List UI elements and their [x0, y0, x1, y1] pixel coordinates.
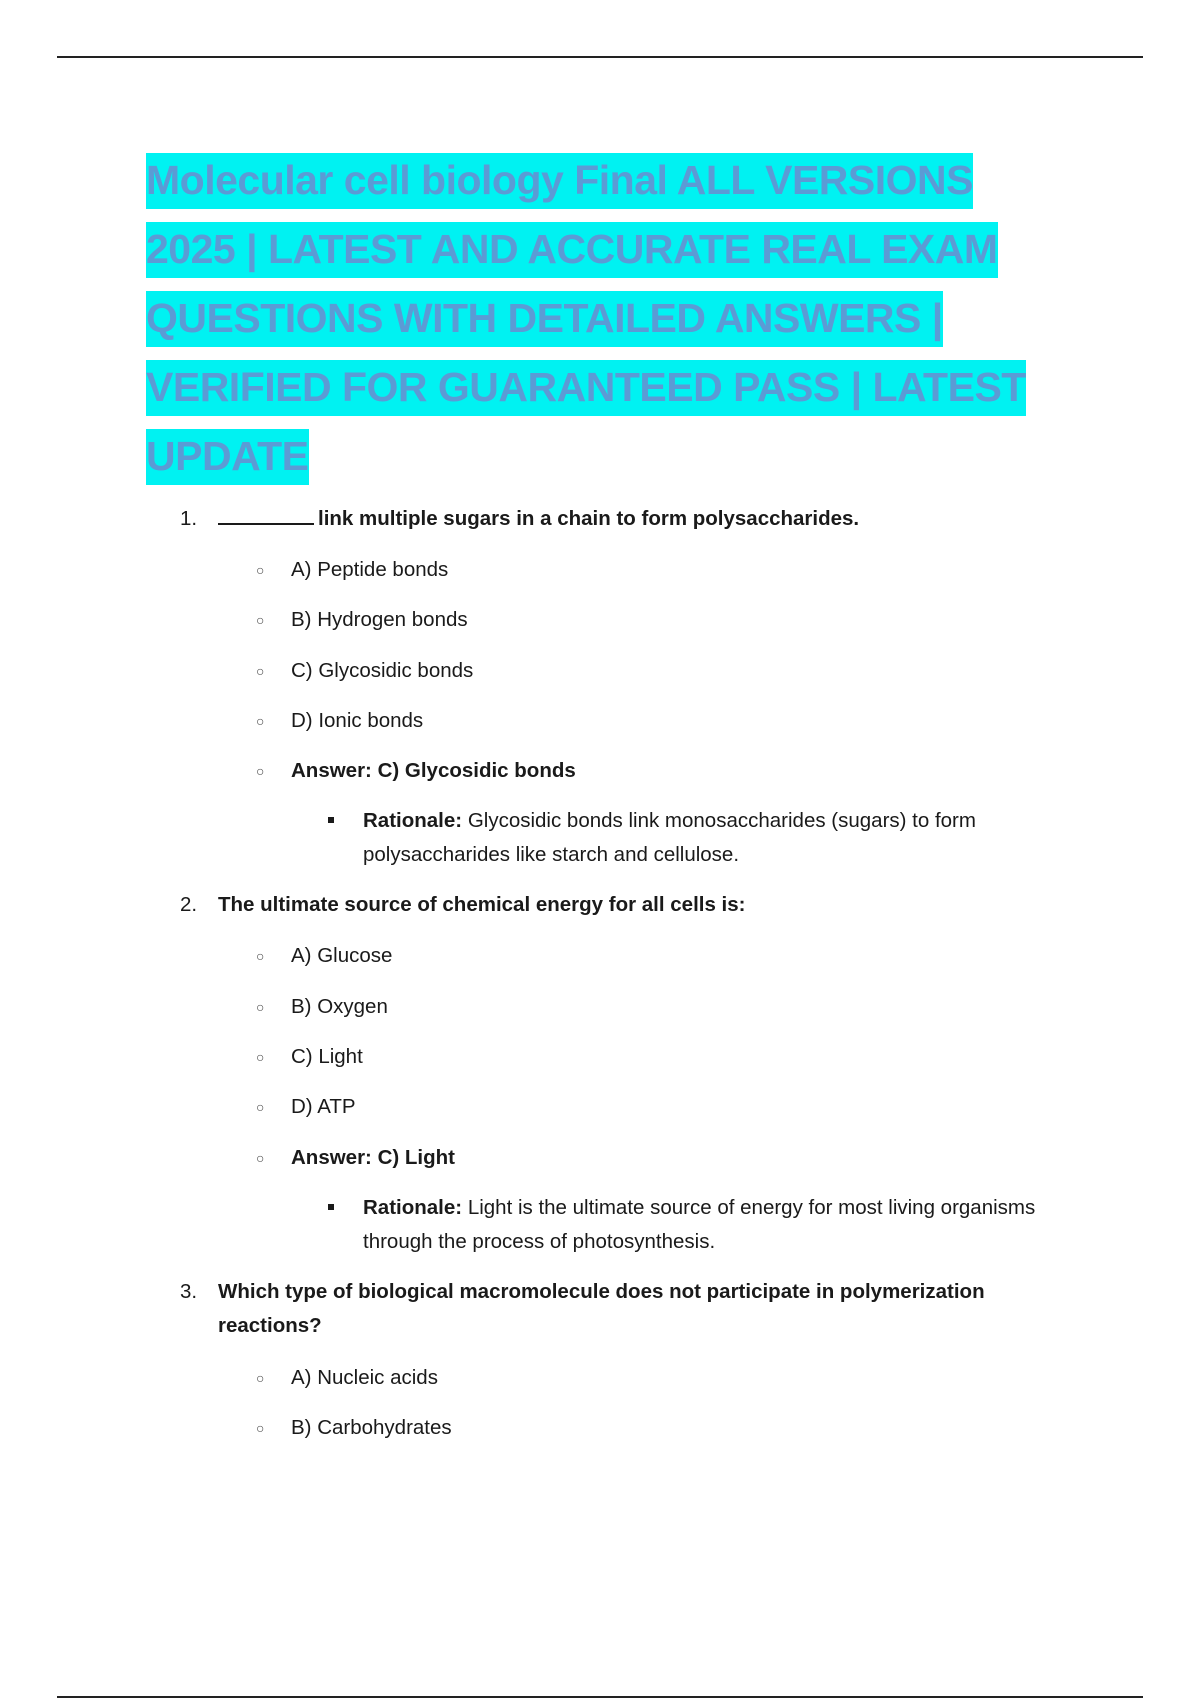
option-item	[256, 1040, 363, 1074]
option-item	[256, 704, 423, 738]
option-text: D) Ionic bonds	[291, 709, 424, 732]
rationale-label: Rationale:	[363, 809, 463, 832]
circle-bullet-icon: ○	[256, 1370, 265, 1386]
option-text: C) Glycosidic bonds	[291, 659, 474, 682]
question-stem: The ultimate source of chemical energy for all cells is:	[218, 893, 746, 916]
option-item	[256, 1411, 452, 1445]
option-item	[256, 1090, 356, 1124]
title-line: UPDATE	[146, 429, 309, 485]
square-bullet-icon	[328, 1204, 334, 1210]
rationale-text: Light is the ultimate source of energy for most living organisms through the process of photosynthesis.	[363, 1196, 1036, 1253]
option-text: B) Oxygen	[291, 995, 388, 1018]
option-item	[256, 654, 473, 688]
question-3	[180, 1275, 1080, 1343]
circle-bullet-icon: ○	[256, 763, 265, 779]
question-1	[180, 502, 1080, 536]
circle-bullet-icon: ○	[256, 562, 265, 578]
question-stem: Which type of biological macromolecule does not participate in polymerization reactions?	[218, 1280, 985, 1337]
rationale-body	[363, 804, 1108, 872]
question-stem-text: link multiple sugars in a chain to form polysaccharides.	[318, 507, 860, 530]
option-text: B) Carbohydrates	[291, 1416, 452, 1439]
question-2	[180, 888, 1080, 922]
answer-item	[256, 754, 576, 788]
question-number: 3.	[180, 1280, 198, 1303]
option-text: A) Peptide bonds	[291, 558, 449, 581]
rationale	[328, 804, 1108, 872]
rationale-body	[363, 1191, 1108, 1259]
circle-bullet-icon: ○	[256, 948, 265, 964]
option-item	[256, 1361, 438, 1395]
circle-bullet-icon: ○	[256, 1099, 265, 1115]
answer-text: Answer: C) Light	[291, 1146, 455, 1169]
question-stem	[218, 502, 1080, 536]
option-text: C) Light	[291, 1045, 363, 1068]
answer-text: Answer: C) Glycosidic bonds	[291, 759, 576, 782]
rationale-text: Glycosidic bonds link monosaccharides (sugars) to form polysaccharides like starch and cellulose.	[363, 809, 976, 866]
bottom-rule	[57, 1696, 1143, 1698]
fill-in-blank	[218, 503, 314, 525]
square-bullet-icon	[328, 817, 334, 823]
circle-bullet-icon: ○	[256, 999, 265, 1015]
circle-bullet-icon: ○	[256, 612, 265, 628]
circle-bullet-icon: ○	[256, 1049, 265, 1065]
document-title	[146, 146, 1046, 491]
circle-bullet-icon: ○	[256, 1420, 265, 1436]
top-rule	[57, 56, 1143, 58]
answer-item	[256, 1141, 455, 1175]
option-text: B) Hydrogen bonds	[291, 608, 468, 631]
title-line: QUESTIONS WITH DETAILED ANSWERS |	[146, 291, 943, 347]
title-line: 2025 | LATEST AND ACCURATE REAL EXAM	[146, 222, 998, 278]
option-text: A) Glucose	[291, 944, 393, 967]
rationale-label: Rationale:	[363, 1196, 463, 1219]
title-line: Molecular cell biology Final ALL VERSIONS	[146, 153, 973, 209]
option-text: D) ATP	[291, 1095, 356, 1118]
question-number: 1.	[180, 507, 198, 530]
option-item	[256, 553, 448, 587]
question-number: 2.	[180, 893, 198, 916]
option-item	[256, 939, 392, 973]
title-line: VERIFIED FOR GUARANTEED PASS | LATEST	[146, 360, 1026, 416]
circle-bullet-icon: ○	[256, 713, 265, 729]
circle-bullet-icon: ○	[256, 663, 265, 679]
circle-bullet-icon: ○	[256, 1150, 265, 1166]
option-item	[256, 603, 468, 637]
rationale	[328, 1191, 1108, 1259]
option-item	[256, 990, 388, 1024]
option-text: A) Nucleic acids	[291, 1366, 438, 1389]
